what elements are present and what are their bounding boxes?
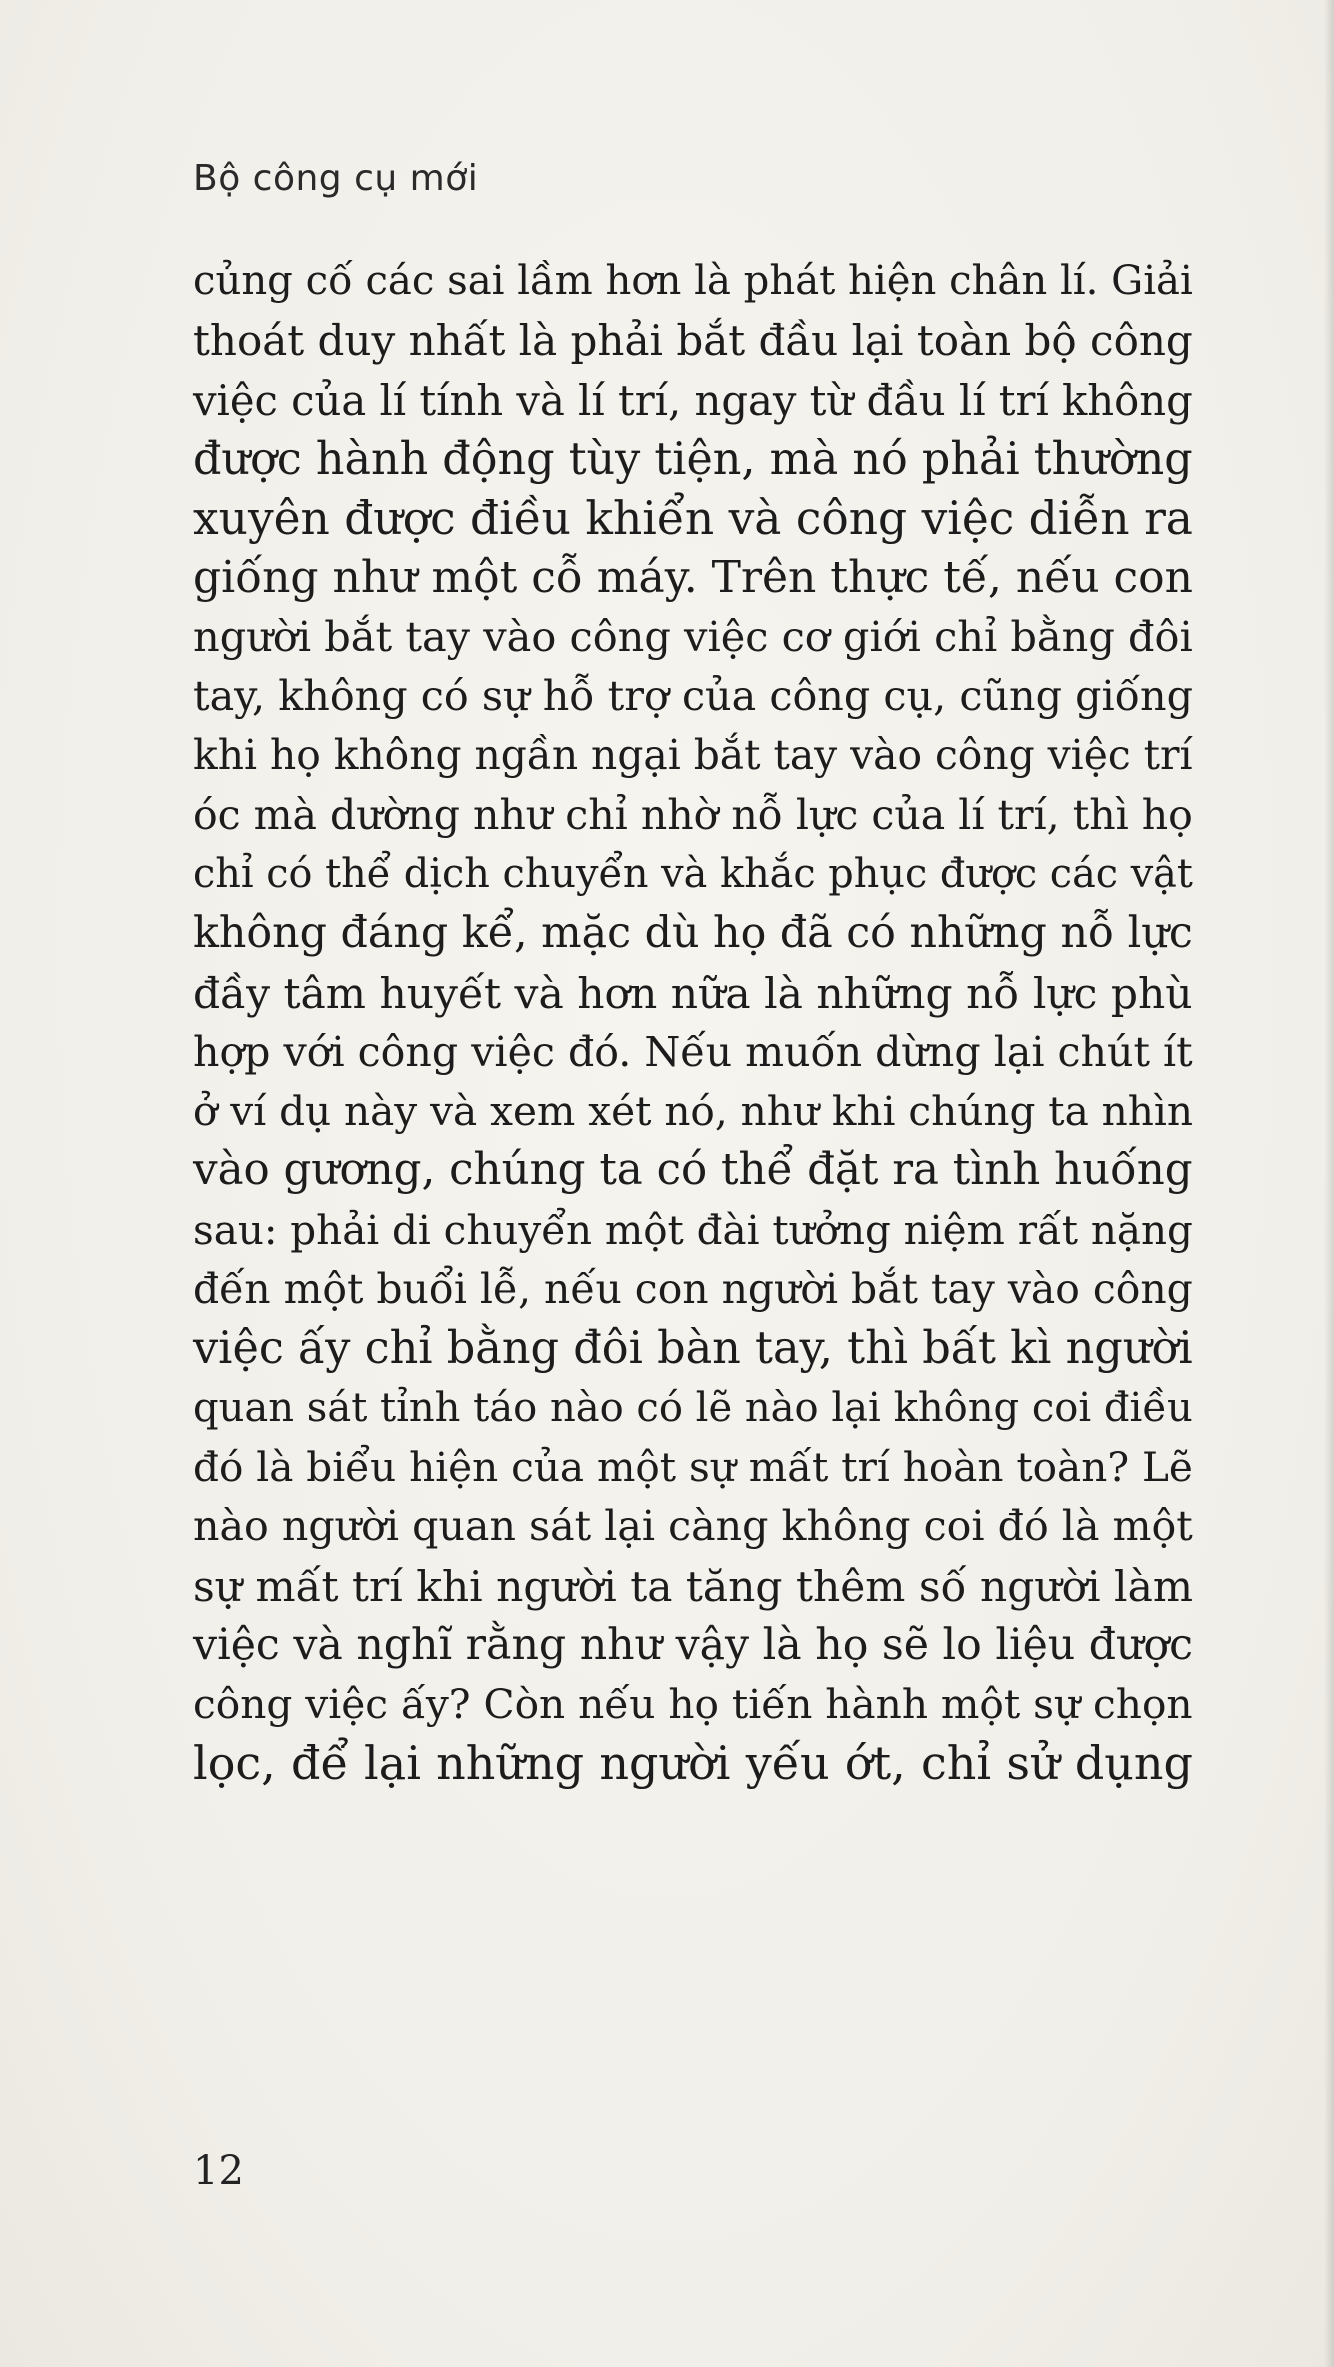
text-line: không đáng kể, mặc dù họ đã có những nỗ lực	[193, 908, 1193, 959]
text-line: việc ấy chỉ bằng đôi bàn tay, thì bất kì người	[193, 1322, 1193, 1375]
text-line: tay, không có sự hỗ trợ của công cụ, cũng giống	[193, 672, 1193, 721]
text-line: vào gương, chúng ta có thể đặt ra tình huống	[193, 1145, 1193, 1196]
text-line: sau: phải di chuyển một đài tưởng niệm rất nặng	[193, 1205, 1193, 1254]
text-line: được hành động tùy tiện, mà nó phải thường	[193, 433, 1193, 485]
text-line: việc của lí tính và lí trí, ngay từ đầu lí trí không	[193, 375, 1193, 425]
text-line: người bắt tay vào công việc cơ giới chỉ bằng đôi	[193, 612, 1193, 661]
text-line: óc mà dường như chỉ nhờ nỗ lực của lí trí, thì họ	[193, 790, 1193, 839]
text-line: công việc ấy? Còn nếu họ tiến hành một sự chọn	[193, 1680, 1193, 1729]
text-line: hợp với công việc đó. Nếu muốn dừng lại chút ít	[193, 1027, 1193, 1076]
page-number: 12	[193, 2148, 244, 2194]
body-text	[193, 252, 1193, 1794]
text-line: khi họ không ngần ngại bắt tay vào công việc trí	[193, 731, 1193, 780]
text-line: nào người quan sát lại càng không coi đó là một	[193, 1502, 1193, 1551]
text-line: quan sát tỉnh táo nào có lẽ nào lại không coi điều	[193, 1384, 1193, 1431]
text-line: việc và nghĩ rằng như vậy là họ sẽ lo liệu được	[193, 1619, 1194, 1670]
running-head: Bộ công cụ mới	[193, 158, 479, 199]
text-line: lọc, để lại những người yếu ớt, chỉ sử dụng	[193, 1736, 1193, 1791]
text-line: củng cố các sai lầm hơn là phát hiện chân lí. Giải	[193, 258, 1193, 304]
text-line: đến một buổi lễ, nếu con người bắt tay vào công	[193, 1265, 1193, 1314]
text-line: đầy tâm huyết và hơn nữa là những nỗ lực phù	[193, 968, 1193, 1018]
text-line: chỉ có thể dịch chuyển và khắc phục được các vật	[193, 850, 1193, 897]
text-line: ở ví dụ này và xem xét nó, như khi chúng ta nhìn	[193, 1087, 1193, 1136]
text-line: thoát duy nhất là phải bắt đầu lại toàn bộ công	[193, 316, 1193, 366]
text-line: giống như một cỗ máy. Trên thực tế, nếu con	[193, 552, 1193, 604]
text-line: xuyên được điều khiển và công việc diễn ra	[193, 492, 1193, 546]
text-line: sự mất trí khi người ta tăng thêm số người làm	[193, 1561, 1193, 1611]
text-line: đó là biểu hiện của một sự mất trí hoàn toàn? Lẽ	[193, 1442, 1193, 1491]
